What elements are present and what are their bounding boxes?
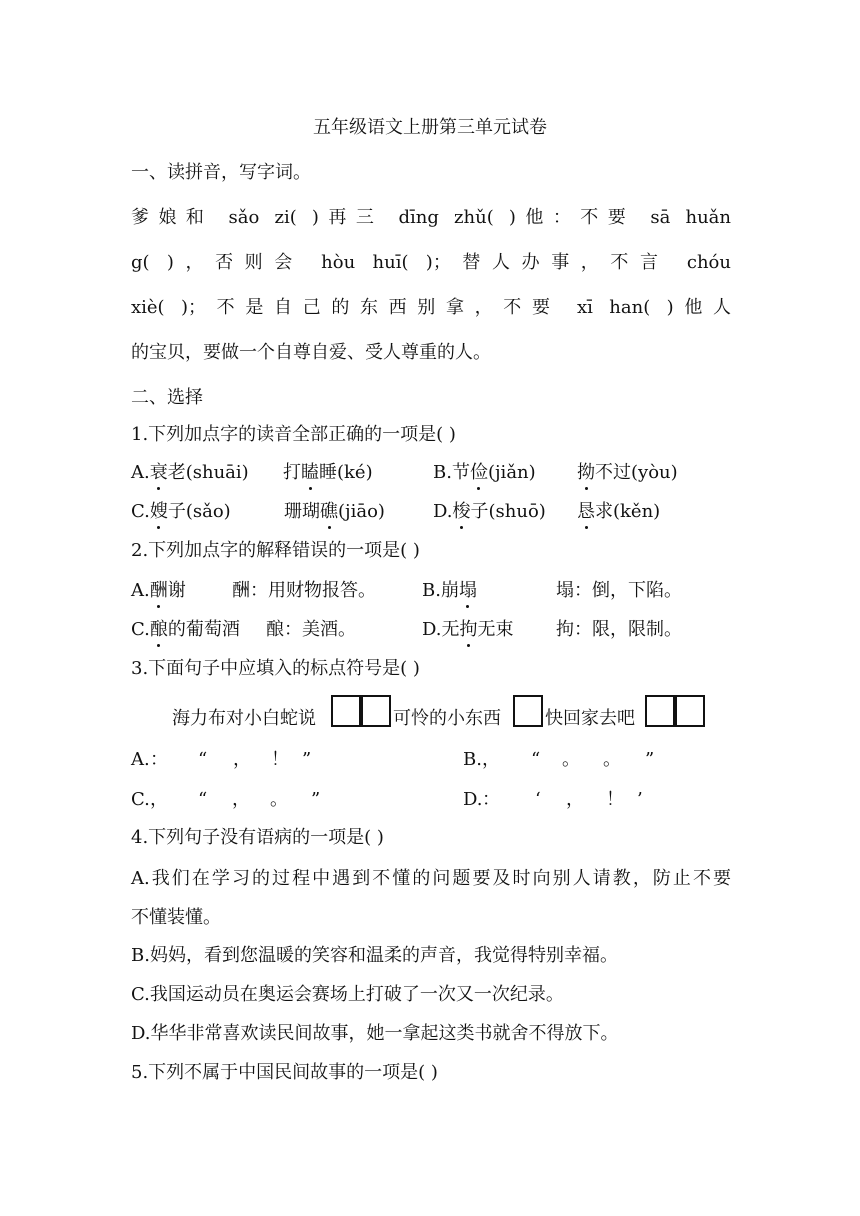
question-stem: 5.下列不属于中国民间故事的一项是( ) — [131, 1062, 438, 1083]
punct-mark: ， — [482, 749, 500, 770]
option-d: D.华华非常喜欢读民间故事，她一拿起这类书就舍不得放下。 — [131, 1023, 619, 1044]
option-a-explanation: 酬：用财物报答。 — [232, 580, 376, 601]
punct-mark: ： — [150, 749, 168, 770]
option-d-explanation: 拘：限，限制。 — [556, 619, 682, 640]
sentence-part: 快回家去吧 — [545, 708, 635, 729]
option-c-explanation: 酿：美酒。 — [266, 619, 356, 640]
option-c: C.我国运动员在奥运会赛场上打破了一次又一次纪录。 — [131, 984, 564, 1005]
option-a-label: A. — [131, 749, 150, 770]
question-stem: 3.下面句子中应填入的标点符号是( ) — [131, 658, 420, 679]
question-stem: 2.下列加点字的解释错误的一项是( ) — [131, 540, 420, 561]
option-d: D.梭子(shuō) — [433, 501, 546, 522]
option-a: A.我们在学习的过程中遇到不懂的问题要及时向别人请教，防止不要 — [131, 868, 731, 889]
section-heading: 二、选择 — [131, 387, 203, 408]
page-title: 五年级语文上册第三单元试卷 — [313, 117, 547, 138]
punct-mark: ， — [233, 749, 251, 770]
option-c: C.嫂子(sǎo) — [131, 501, 231, 522]
punct-mark: ！ — [606, 789, 624, 810]
sentence-part: 海力布对小白蛇说 — [172, 708, 316, 729]
punct-mark: ！ — [271, 749, 289, 770]
punct-mark: 。 — [603, 749, 621, 770]
punct-mark: 。 — [270, 789, 288, 810]
answer-box[interactable] — [361, 695, 391, 727]
option-b: B.妈妈，看到您温暖的笑容和温柔的声音，我觉得特别幸福。 — [131, 945, 618, 966]
punct-mark: ， — [232, 789, 250, 810]
option-a: A.衰老(shuāi) — [131, 462, 249, 483]
punct-mark: “ — [198, 789, 208, 810]
option-b-word2: 拗不过(yòu) — [577, 462, 678, 483]
option-a-word2: 打瞌睡(ké) — [283, 462, 373, 483]
question-stem: 1.下列加点字的读音全部正确的一项是( ) — [131, 424, 456, 445]
option-b-explanation: 塌：倒，下陷。 — [556, 580, 682, 601]
punct-mark: ‘ — [535, 789, 541, 810]
option-d-word2: 恳求(kěn) — [577, 501, 661, 522]
paragraph-line: g( )，否则会 hòu huī( )；替人办事，不言 chóu — [131, 252, 731, 273]
punct-mark: ： — [482, 789, 500, 810]
paragraph-line: xiè( )；不是自己的东西别拿，不要 xī han( )他人 — [131, 297, 731, 318]
punct-mark: ， — [150, 789, 168, 810]
punct-mark: “ — [198, 749, 208, 770]
punct-mark: 。 — [562, 749, 580, 770]
punct-mark: “ — [531, 749, 541, 770]
answer-box[interactable] — [513, 695, 543, 727]
section-heading: 一、读拼音，写字词。 — [131, 162, 311, 183]
option-d-label: D. — [463, 789, 483, 810]
option-b: B.崩塌 — [422, 580, 477, 601]
punct-mark: ， — [566, 789, 584, 810]
answer-box[interactable] — [645, 695, 675, 727]
paragraph-line: 爹娘和 sǎo zi( )再三 dīng zhǔ( )他：不要 sā huǎn — [131, 207, 731, 228]
option-b-label: B. — [463, 749, 482, 770]
punct-mark: ” — [645, 749, 655, 770]
option-c: C.酿的葡萄酒 — [131, 619, 240, 640]
answer-box[interactable] — [331, 695, 361, 727]
option-d: D.无拘无束 — [422, 619, 514, 640]
paragraph-line: 的宝贝，要做一个自尊自爱、受人尊重的人。 — [131, 342, 491, 363]
question-stem: 4.下列句子没有语病的一项是( ) — [131, 827, 384, 848]
punct-mark: ’ — [637, 789, 643, 810]
sentence-part: 可怜的小东西 — [393, 708, 501, 729]
option-a: A.酬谢 — [131, 580, 186, 601]
option-b: B.节俭(jiǎn) — [433, 462, 536, 483]
option-a-continued: 不懂装懂。 — [131, 907, 221, 928]
punct-mark: ” — [302, 749, 312, 770]
answer-box[interactable] — [675, 695, 705, 727]
option-c-word2: 珊瑚礁(jiāo) — [284, 501, 385, 522]
punct-mark: ” — [311, 789, 321, 810]
option-c-label: C. — [131, 789, 150, 810]
